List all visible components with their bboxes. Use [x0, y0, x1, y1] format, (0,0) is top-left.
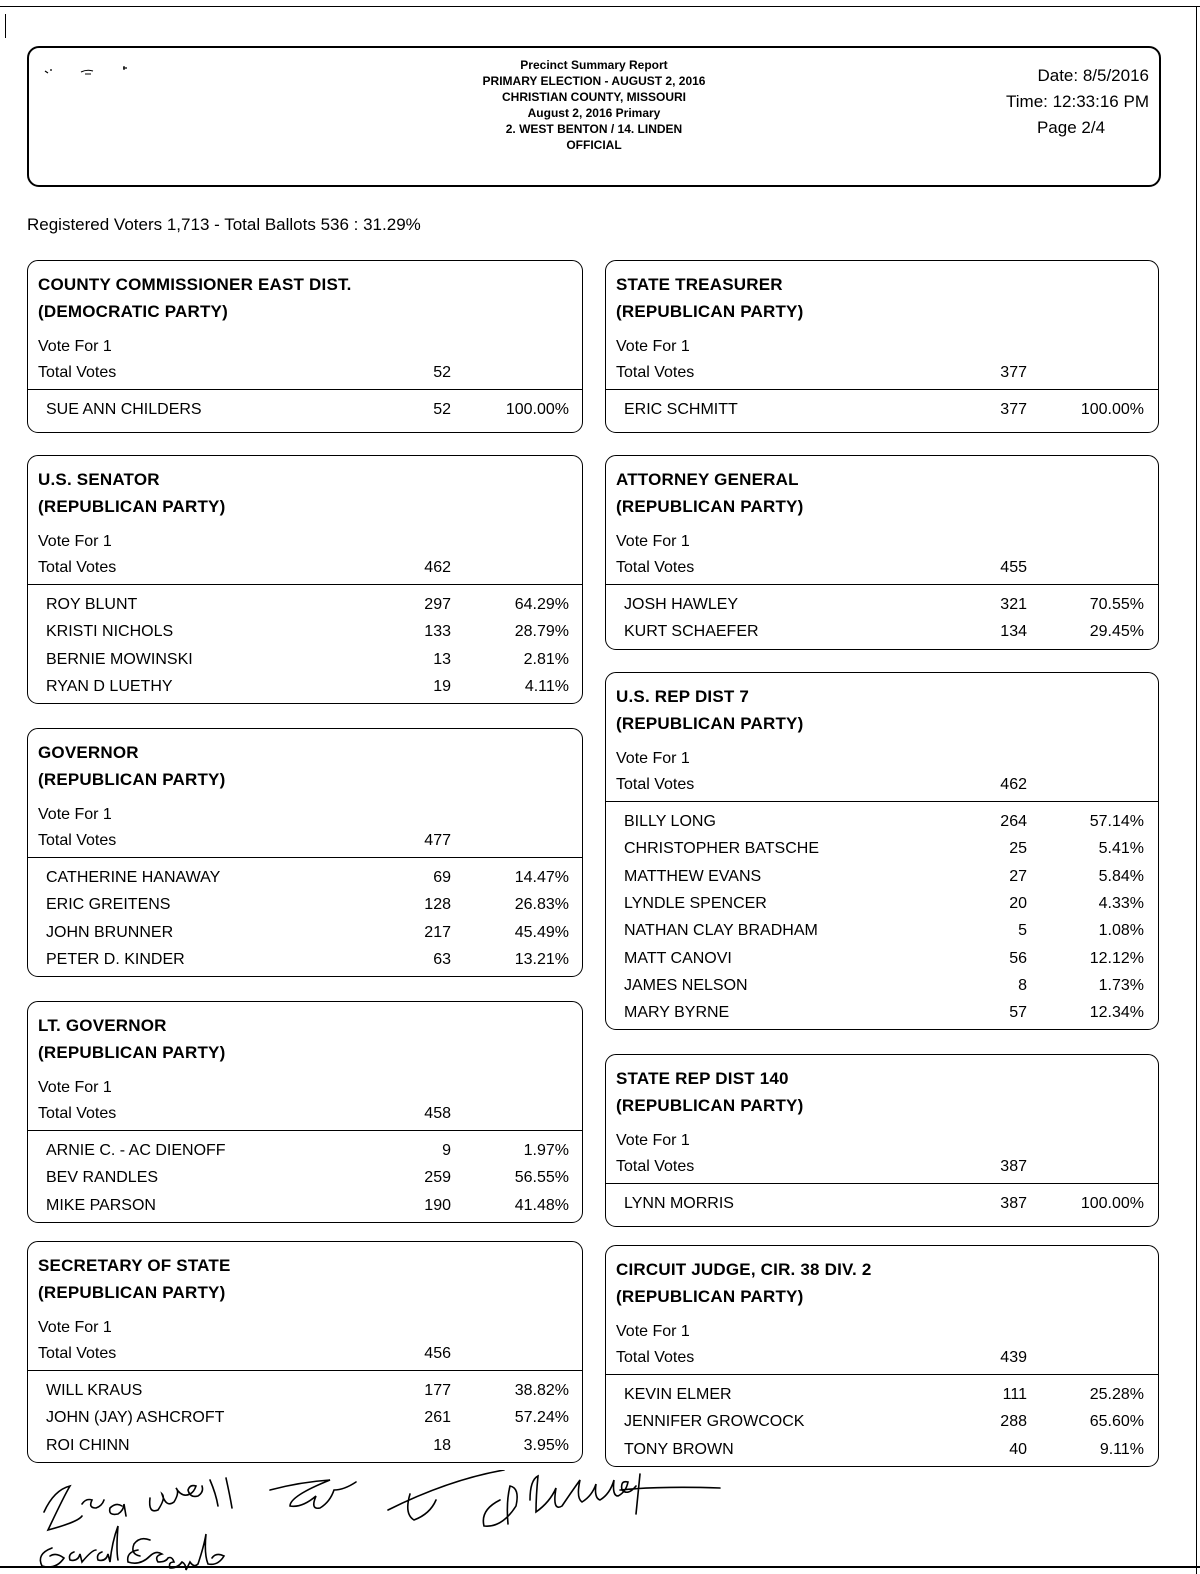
- candidate-name: ROY BLUNT: [46, 596, 138, 613]
- page-margin-tick: [5, 14, 6, 38]
- total-votes-label: Total Votes: [616, 1158, 695, 1175]
- party-name: (REPUBLICAN PARTY): [38, 1043, 226, 1062]
- candidate-name: JOHN BRUNNER: [46, 923, 174, 941]
- page-right-edge: [1196, 6, 1197, 1574]
- office-name: LT. GOVERNOR: [38, 1016, 167, 1035]
- candidate-name: CATHERINE HANAWAY: [46, 869, 221, 886]
- total-votes-value: 439: [1000, 1349, 1027, 1366]
- candidate-percent: 100.00%: [1080, 1195, 1144, 1212]
- candidate-row: [28, 924, 582, 951]
- candidate-votes: 5: [1018, 922, 1027, 940]
- candidate-name: MATTHEW EVANS: [624, 867, 762, 885]
- candidate-row: [606, 1441, 1158, 1468]
- candidate-row: [606, 950, 1158, 977]
- total-votes-value: 462: [1000, 776, 1027, 793]
- candidate-votes: 40: [1009, 1440, 1027, 1458]
- results-divider: [28, 1130, 582, 1131]
- candidate-percent: 4.33%: [1098, 894, 1144, 912]
- candidate-votes: 111: [1002, 1386, 1027, 1403]
- race-state-rep-dist-140: [605, 1054, 1159, 1227]
- results-divider: [606, 1183, 1158, 1184]
- race-title: [38, 1012, 225, 1066]
- candidate-row: [606, 1386, 1158, 1413]
- results-divider: [606, 584, 1158, 585]
- candidate-percent: 2.81%: [523, 650, 569, 668]
- report-header: [27, 46, 1161, 187]
- candidate-row: [28, 951, 582, 978]
- candidate-percent: 45.49%: [514, 923, 569, 941]
- race-u-s-senator: [27, 455, 583, 704]
- candidate-row: [28, 1197, 582, 1224]
- race-title: [38, 1252, 231, 1306]
- candidate-percent: 29.45%: [1089, 623, 1144, 641]
- candidate-votes: 134: [1000, 623, 1027, 641]
- vote-for-label: Vote For 1: [38, 806, 112, 823]
- candidate-row: [606, 895, 1158, 922]
- vote-for-label: Vote For 1: [616, 533, 690, 550]
- total-votes-label: Total Votes: [38, 1105, 117, 1122]
- party-name: (DEMOCRATIC PARTY): [38, 302, 228, 321]
- candidate-row: [28, 1382, 582, 1409]
- office-name: U.S. SENATOR: [38, 470, 160, 489]
- candidate-row: [606, 868, 1158, 895]
- candidate-row: [606, 401, 1158, 428]
- election-date: August 2, 2016 Primary: [527, 106, 661, 120]
- vote-for-label: Vote For 1: [38, 1079, 112, 1096]
- candidate-votes: 63: [433, 950, 451, 968]
- candidate-name: MATT CANOVI: [624, 949, 732, 967]
- candidate-row: [606, 813, 1158, 840]
- candidate-name: WILL KRAUS: [46, 1382, 143, 1399]
- candidate-percent: 5.84%: [1098, 867, 1144, 885]
- total-votes-label: Total Votes: [38, 832, 117, 849]
- precinct-name: 2. WEST BENTON / 14. LINDEN: [505, 122, 683, 136]
- race-title: [38, 466, 225, 520]
- report-meta: [949, 63, 1149, 141]
- race-circuit-judge-cir-38-div-2: [605, 1245, 1159, 1467]
- race-lt-governor: [27, 1001, 583, 1223]
- party-name: (REPUBLICAN PARTY): [38, 1283, 226, 1302]
- candidate-row: [606, 922, 1158, 949]
- candidate-name: KEVIN ELMER: [624, 1386, 732, 1403]
- total-votes-label: Total Votes: [616, 1349, 695, 1366]
- candidate-row: [28, 1169, 582, 1196]
- party-name: (REPUBLICAN PARTY): [38, 497, 226, 516]
- results-divider: [28, 584, 582, 585]
- results-divider: [28, 389, 582, 390]
- candidate-row: [606, 840, 1158, 867]
- page-number: Page 2/4: [1036, 118, 1106, 137]
- race-state-treasurer: [605, 260, 1159, 433]
- candidate-percent: 38.82%: [514, 1382, 569, 1399]
- candidate-percent: 5.41%: [1098, 840, 1144, 858]
- candidate-votes: 20: [1009, 894, 1027, 912]
- candidate-row: [28, 623, 582, 650]
- candidate-percent: 12.34%: [1089, 1004, 1144, 1022]
- candidate-percent: 64.29%: [514, 596, 569, 613]
- candidate-row: [28, 1142, 582, 1169]
- candidate-row: [606, 596, 1158, 623]
- party-name: (REPUBLICAN PARTY): [38, 770, 226, 789]
- candidate-row: [606, 623, 1158, 650]
- candidate-name: SUE ANN CHILDERS: [46, 401, 202, 418]
- candidate-votes: 190: [424, 1196, 451, 1214]
- vote-for-label: Vote For 1: [616, 1323, 690, 1340]
- candidate-name: JENNIFER GROWCOCK: [624, 1413, 805, 1431]
- candidate-percent: 25.28%: [1089, 1386, 1144, 1403]
- candidate-name: BERNIE MOWINSKI: [46, 650, 193, 668]
- race-title: [616, 683, 803, 737]
- handwritten-signatures: [30, 1470, 760, 1574]
- candidate-votes: 259: [424, 1169, 451, 1187]
- race-u-s-rep-dist-7: [605, 672, 1159, 1030]
- candidate-row: [606, 1195, 1158, 1222]
- total-votes-label: Total Votes: [616, 559, 695, 576]
- page-top-rule: [0, 6, 1200, 7]
- total-votes-label: Total Votes: [38, 1345, 117, 1362]
- candidate-name: LYNDLE SPENCER: [624, 894, 767, 912]
- candidate-name: LYNN MORRIS: [624, 1195, 734, 1212]
- total-votes-value: 456: [424, 1345, 451, 1362]
- total-votes-value: 455: [1000, 559, 1027, 576]
- total-votes-value: 477: [424, 832, 451, 849]
- official-label: OFFICIAL: [566, 138, 622, 152]
- candidate-row: [28, 869, 582, 896]
- candidate-name: KRISTI NICHOLS: [46, 623, 174, 641]
- candidate-percent: 56.55%: [514, 1169, 569, 1187]
- candidate-name: TONY BROWN: [624, 1440, 734, 1458]
- candidate-votes: 217: [424, 923, 451, 941]
- race-title: [616, 1065, 803, 1119]
- candidate-votes: 9: [442, 1142, 451, 1159]
- office-name: U.S. REP DIST 7: [616, 687, 750, 706]
- race-secretary-of-state: [27, 1241, 583, 1463]
- candidate-votes: 177: [424, 1382, 451, 1399]
- candidate-votes: 288: [1000, 1413, 1027, 1431]
- candidate-row: [28, 401, 582, 428]
- total-votes-value: 52: [433, 364, 451, 381]
- candidate-name: JOHN (JAY) ASHCROFT: [46, 1409, 225, 1427]
- candidate-name: MIKE PARSON: [46, 1196, 156, 1214]
- race-county-commissioner-east-dist: [27, 260, 583, 433]
- candidate-percent: 1.97%: [523, 1142, 569, 1159]
- candidate-name: CHRISTOPHER BATSCHE: [624, 840, 819, 858]
- candidate-percent: 4.11%: [524, 677, 569, 695]
- candidate-percent: 28.79%: [514, 623, 569, 641]
- candidate-name: RYAN D LUETHY: [46, 677, 173, 695]
- candidate-percent: 14.47%: [514, 869, 569, 886]
- office-name: STATE REP DIST 140: [616, 1069, 789, 1088]
- results-divider: [28, 1370, 582, 1371]
- office-name: CIRCUIT JUDGE, CIR. 38 DIV. 2: [616, 1260, 872, 1279]
- candidate-row: [28, 1409, 582, 1436]
- candidate-row: [606, 1413, 1158, 1440]
- candidate-percent: 12.12%: [1089, 949, 1144, 967]
- candidate-name: ARNIE C. - AC DIENOFF: [46, 1142, 226, 1159]
- candidate-votes: 133: [424, 623, 451, 641]
- county-name: CHRISTIAN COUNTY, MISSOURI: [501, 90, 686, 104]
- candidate-votes: 69: [433, 869, 451, 886]
- race-governor: [27, 728, 583, 977]
- results-divider: [28, 857, 582, 858]
- candidate-row: [28, 651, 582, 678]
- results-divider: [606, 1374, 1158, 1375]
- candidate-name: BILLY LONG: [624, 813, 716, 830]
- registered-voters-summary: Registered Voters 1,713 - Total Ballots 536 : 31.29%: [27, 215, 421, 234]
- results-divider: [606, 801, 1158, 802]
- total-votes-label: Total Votes: [38, 559, 117, 576]
- candidate-votes: 18: [433, 1436, 451, 1454]
- candidate-votes: 264: [1000, 813, 1027, 830]
- candidate-row: [606, 1004, 1158, 1031]
- candidate-name: BEV RANDLES: [46, 1169, 159, 1187]
- vote-for-label: Vote For 1: [38, 338, 112, 355]
- total-votes-value: 462: [424, 559, 451, 576]
- candidate-name: JAMES NELSON: [624, 976, 748, 994]
- vote-for-label: Vote For 1: [616, 750, 690, 767]
- total-votes-label: Total Votes: [616, 364, 695, 381]
- office-name: SECRETARY OF STATE: [38, 1256, 231, 1275]
- race-title: [38, 739, 225, 793]
- race-title: [616, 271, 803, 325]
- candidate-votes: 8: [1018, 976, 1027, 994]
- candidate-name: ERIC GREITENS: [46, 896, 171, 914]
- candidate-votes: 27: [1009, 867, 1027, 885]
- total-votes-value: 458: [424, 1105, 451, 1122]
- vote-for-label: Vote For 1: [616, 338, 690, 355]
- report-date: Date: 8/5/2016: [1037, 66, 1149, 85]
- office-name: STATE TREASURER: [616, 275, 783, 294]
- office-name: COUNTY COMMISSIONER EAST DIST.: [38, 275, 352, 294]
- candidate-percent: 100.00%: [505, 401, 569, 418]
- candidate-percent: 3.95%: [523, 1436, 569, 1454]
- candidate-name: NATHAN CLAY BRADHAM: [624, 922, 818, 940]
- candidate-votes: 387: [1000, 1195, 1027, 1212]
- party-name: (REPUBLICAN PARTY): [616, 1287, 804, 1306]
- candidate-row: [28, 1437, 582, 1464]
- total-votes-value: 387: [1000, 1158, 1027, 1175]
- candidate-row: [28, 896, 582, 923]
- candidate-percent: 13.21%: [514, 950, 569, 968]
- candidate-votes: 128: [424, 896, 451, 914]
- vote-for-label: Vote For 1: [616, 1132, 690, 1149]
- candidate-percent: 65.60%: [1089, 1413, 1144, 1431]
- race-attorney-general: [605, 455, 1159, 650]
- candidate-name: MARY BYRNE: [624, 1004, 730, 1022]
- candidate-row: [28, 596, 582, 623]
- candidate-percent: 41.48%: [514, 1196, 569, 1214]
- race-title: [38, 271, 352, 325]
- race-title: [616, 1256, 872, 1310]
- race-title: [616, 466, 803, 520]
- candidate-votes: 25: [1009, 840, 1027, 858]
- candidate-percent: 57.24%: [514, 1409, 569, 1427]
- party-name: (REPUBLICAN PARTY): [616, 497, 804, 516]
- candidate-votes: 321: [1000, 596, 1027, 613]
- candidate-votes: 19: [433, 677, 451, 695]
- candidate-name: JOSH HAWLEY: [624, 596, 739, 613]
- candidate-votes: 377: [1000, 401, 1027, 418]
- candidate-name: ERIC SCHMITT: [624, 401, 738, 418]
- report-title: Precinct Summary Report: [520, 58, 668, 72]
- party-name: (REPUBLICAN PARTY): [616, 1096, 804, 1115]
- candidate-votes: 261: [424, 1409, 451, 1427]
- party-name: (REPUBLICAN PARTY): [616, 302, 804, 321]
- election-name: PRIMARY ELECTION - AUGUST 2, 2016: [482, 74, 706, 88]
- candidate-percent: 57.14%: [1089, 813, 1144, 830]
- results-divider: [606, 389, 1158, 390]
- candidate-percent: 1.73%: [1098, 976, 1144, 994]
- candidate-percent: 1.08%: [1098, 922, 1144, 940]
- candidate-name: PETER D. KINDER: [46, 950, 185, 968]
- total-votes-label: Total Votes: [616, 776, 695, 793]
- office-name: GOVERNOR: [38, 743, 139, 762]
- candidate-votes: 57: [1009, 1004, 1027, 1022]
- candidate-votes: 52: [433, 401, 451, 418]
- candidate-row: [606, 977, 1158, 1004]
- candidate-votes: 13: [433, 650, 451, 668]
- candidate-percent: 70.55%: [1089, 596, 1144, 613]
- total-votes-label: Total Votes: [38, 364, 117, 381]
- office-name: ATTORNEY GENERAL: [616, 470, 799, 489]
- candidate-percent: 9.11%: [1099, 1440, 1144, 1458]
- party-name: (REPUBLICAN PARTY): [616, 714, 804, 733]
- total-votes-value: 377: [1000, 364, 1027, 381]
- candidate-percent: 26.83%: [514, 896, 569, 914]
- vote-for-label: Vote For 1: [38, 1319, 112, 1336]
- report-time: Time: 12:33:16 PM: [1006, 92, 1149, 111]
- candidate-votes: 56: [1009, 949, 1027, 967]
- candidate-votes: 297: [424, 596, 451, 613]
- candidate-percent: 100.00%: [1080, 401, 1144, 418]
- candidate-row: [28, 678, 582, 705]
- vote-for-label: Vote For 1: [38, 533, 112, 550]
- candidate-name: ROI CHINN: [46, 1436, 130, 1454]
- candidate-name: KURT SCHAEFER: [624, 623, 759, 641]
